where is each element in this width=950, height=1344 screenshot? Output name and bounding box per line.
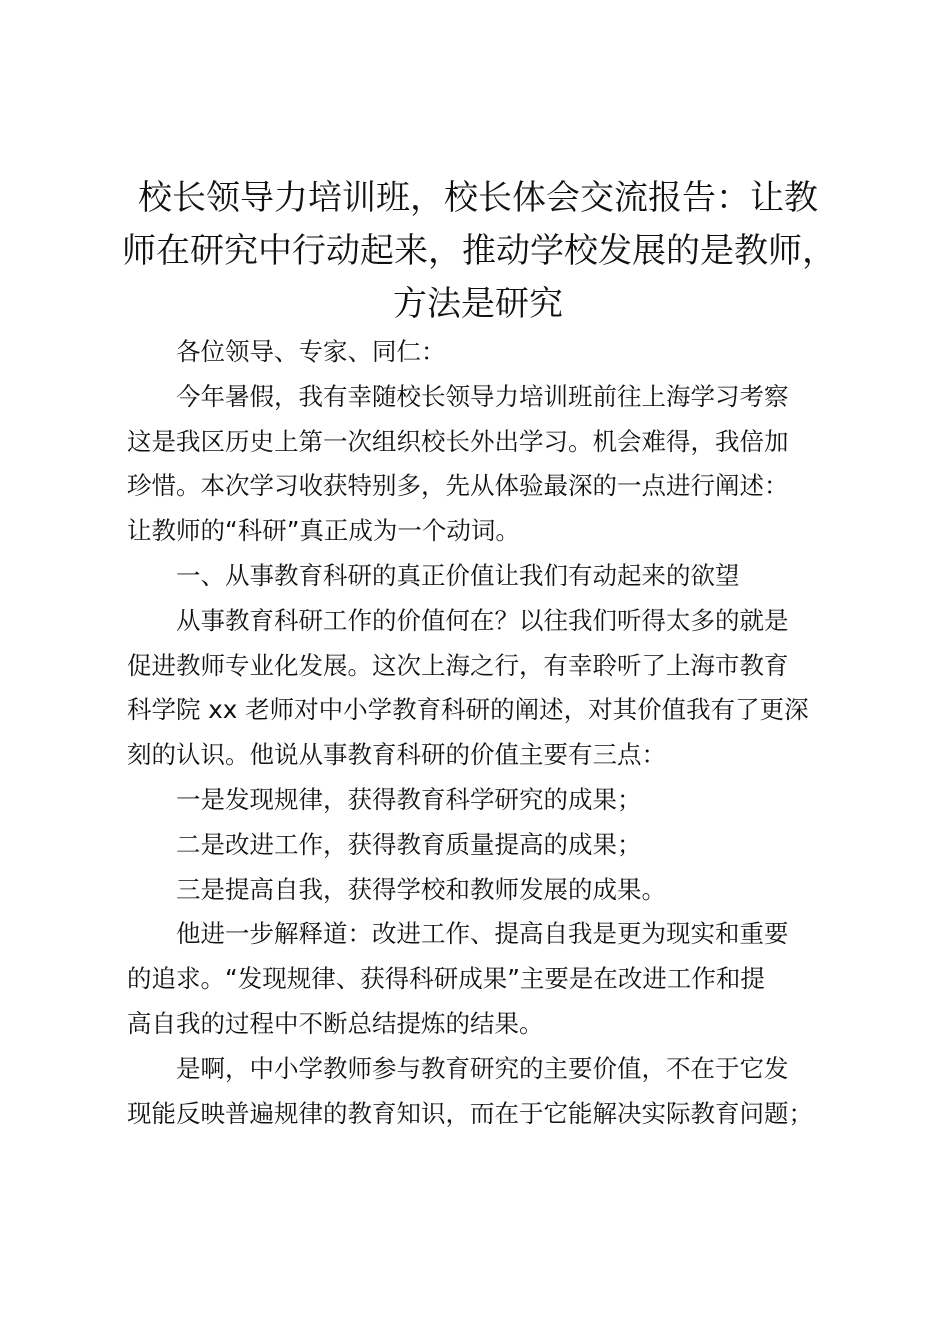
list-item — [127, 868, 839, 913]
section-heading — [127, 554, 839, 599]
text-line: 一是发现规律，获得教育科学研究的成果； — [176, 784, 642, 814]
list-item — [127, 778, 839, 823]
text-line: 珍惜。本次学习收获特别多，先从体验最深的一点进行阐述： — [127, 471, 789, 501]
intro-paragraph — [127, 375, 839, 554]
body-paragraph — [127, 1047, 839, 1137]
text-line: 现能反映普遍规律的教育知识，而在于它能解决实际教育问题； — [127, 1098, 813, 1128]
text-line: 的追求。“发现规律、获得科研成果”主要是在改进工作和提 — [127, 964, 765, 994]
salutation-paragraph — [127, 330, 839, 375]
text-line: 他进一步解释道：改进工作、提高自我是更为现实和重要 — [176, 919, 789, 949]
text-line: 科学院 xx 老师对中小学教育科研的阐述，对其价值我有了更深 — [127, 695, 809, 725]
list-item — [127, 823, 839, 868]
text-line: 一、从事教育科研的真正价值让我们有动起来的欲望 — [176, 560, 740, 590]
title-line: 师在研究中行动起来，推动学校发展的是教师， — [122, 231, 836, 271]
title-line: 方法是研究 — [393, 284, 563, 324]
document-body — [127, 330, 839, 1136]
document-title — [122, 172, 834, 331]
text-line: 促进教师专业化发展。这次上海之行，有幸聆听了上海市教育 — [127, 650, 789, 680]
body-paragraph — [127, 599, 839, 778]
text-line: 高自我的过程中不断总结提炼的结果。 — [127, 1008, 544, 1038]
text-line: 是啊，中小学教师参与教育研究的主要价值，不在于它发 — [176, 1053, 789, 1083]
text-line: 各位领导、专家、同仁： — [176, 337, 446, 366]
title-line: 校长领导力培训班，校长体会交流报告：让教 — [138, 178, 818, 218]
text-line: 刻的认识。他说从事教育科研的价值主要有三点： — [127, 740, 666, 770]
text-line: 三是提高自我，获得学校和教师发展的成果。 — [176, 874, 666, 904]
body-paragraph — [127, 912, 839, 1046]
text-line: 今年暑假，我有幸随校长领导力培训班前往上海学习考察 — [176, 381, 789, 411]
text-line: 二是改进工作，获得教育质量提高的成果； — [176, 829, 642, 859]
text-line: 让教师的“科研”真正成为一个动词。 — [127, 516, 520, 546]
text-line: 从事教育科研工作的价值何在？以往我们听得太多的就是 — [176, 605, 789, 635]
text-line: 这是我区历史上第一次组织校长外出学习。机会难得，我倍加 — [127, 426, 789, 456]
